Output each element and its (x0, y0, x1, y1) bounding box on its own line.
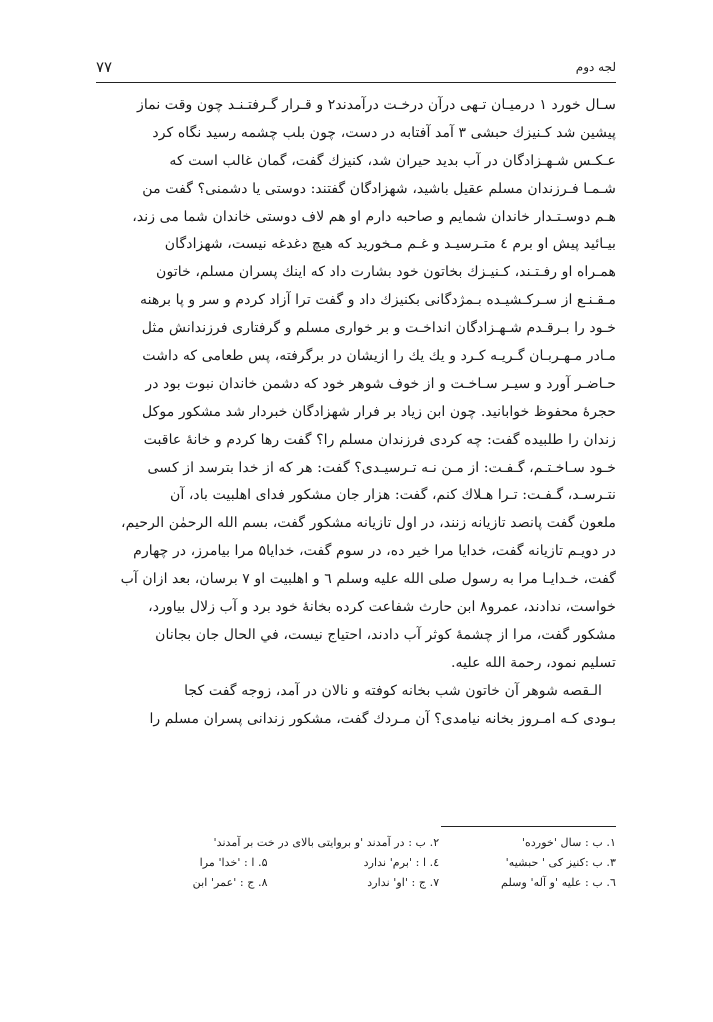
body-text (96, 92, 616, 733)
text-line: تسلیم نمود، رحمة الله علیه. (451, 654, 616, 671)
text-line: بیـائید پیش او برم ٤ متـرسیـد و غـم مـخورید که هیچ دغدغه نیست، شهزادگان (164, 236, 616, 253)
running-head-title: لجه دوم (575, 60, 616, 74)
footnote-1: ۱. ب : سال 'خورده' (521, 836, 616, 849)
text-line: بـودی کـه امـروز بخانه نیامدی؟ آن مـردك گفت، مشکور زندانی پسران مسلم را (149, 710, 616, 727)
text-line: الـقصه شوهر آن خاتون شب بخانه کوفته و نالان در آمد، زوجه گفت کجا (184, 682, 602, 699)
footnote-6: ٦. ب : علیه 'و آله' وسلم (501, 876, 616, 889)
text-line: سـال خورد ۱ درمیـان تـهی درآن درخـت درآمدند۲ و قـرار گـرفتـنـد چون وقت نماز (136, 97, 616, 113)
text-line: نتـرسـد، گـفـت: تـرا هـلاك کنم، گفت: هزار جان مشکور فدای اهلبیت باد، آن (169, 487, 616, 504)
text-line: عـکـس شـهـزادگان در آب بدید حیران شد، کنیزك گفت، گمان غالب است که (169, 152, 616, 169)
text-line: پیشین شد کـنیزك حبشی ۳ آمد آفتابه در دست، چون بلب چشمه رسید نگاه کرد (152, 124, 616, 141)
text-line: شـمـا فـرزندان مسلم عقیل باشید، شهزادگان گفتند: دوستی یا دشمنی؟ گفت من (142, 180, 616, 197)
text-line: حجرهٔ محفوظ خوابانید. چون ابن زیاد بر فرار شهزادگان خبردار شد مشکور موکل (141, 403, 616, 420)
footnote-8: ۸. ج : 'عمر' ابن (192, 876, 268, 889)
text-line: خـود سـاخـتـم، گـفـت: از مـن نـه تـرسیـدی؟ گفت: هر که از خدا بترسد از کسی (147, 459, 616, 476)
text-line: همـراه او رفـتـند، کـنیـزك بخاتون خود بشارت داد که اینك پسران مسلم، خاتون (156, 264, 616, 281)
text-line: هـم دوسـتـدار خاندان شمایم و صاحبه دارم او هم لاف دوستی خاندان شما می زند، (132, 208, 616, 225)
footnote-row (96, 873, 616, 893)
text-line: مـقـنـع از سـرکـشیـده بـمژدگانی بکنیزك داد و گفت ترا آزاد کردم و سر و پا برهنه (139, 292, 616, 309)
text-line: گفت، خـدایـا مرا به رسول صلی الله علیه وسلم ٦ و اهلبیت او ۷ برسان، بعد ازان آب (120, 571, 616, 588)
footnote-7: ۷. ج : 'او' ندارد (367, 876, 440, 889)
footnote-4: ٤. ا : 'برم' ندارد (363, 856, 440, 869)
footnote-2: ۲. ب : در آمدند 'و بروایتی بالای در خت بر آمدند' (213, 836, 440, 849)
text-line: زندان را طلبیده گفت: چه کردی فرزندان مسلم را؟ گفت رها کردم و خانهٔ عاقبت (143, 431, 616, 448)
text-line: خـود را بـرقـدم شـهـزادگان انداخـت و بر خواری مسلم و گرفتاری فرزندانش مثل (141, 320, 616, 337)
text-line: مـادر مـهـربـان گـریـه کـرد و یك یك را ازیشان در برگرفته، پس طعامی که داشت (142, 348, 616, 365)
footnote-rule (441, 826, 616, 827)
footnote-row (96, 833, 616, 853)
text-line: در دویـم تازیانه گفت، خدایا مرا خیر ده، در سوم گفت، خدایا۵ مرا بیامرز، در چهارم (133, 543, 616, 560)
footnote-row (96, 853, 616, 873)
text-line: حـاضـر آورد و سیـر سـاخـت و از خوف شوهر خود که دشمن خاندان نبوت بود در (145, 375, 616, 392)
running-head (96, 58, 616, 80)
page-number: ۷۷ (96, 58, 113, 76)
footnote-3: ۳. ب :کنیز کی ' حبشیه' (505, 856, 616, 869)
text-line: خواست، ندادند، عمرو۸ ابن حارث شفاعت کرده بخانهٔ خود برد و آب زلال بیاورد، (148, 599, 616, 616)
footnote-5: ۵. ا : 'خدا' مرا (199, 856, 268, 869)
text-line: ملعون گفت پانصد تازیانه زنند، در اول تازیانه مشکور گفت، بسم الله الرحمٰن الرحیم، (121, 515, 616, 532)
text-line: مشکور گفت، مرا از چشمهٔ کوثر آب دادند، احتیاج نیست، في الحال جان بجانان (155, 626, 616, 643)
header-rule (96, 82, 616, 83)
footnotes (96, 833, 616, 893)
